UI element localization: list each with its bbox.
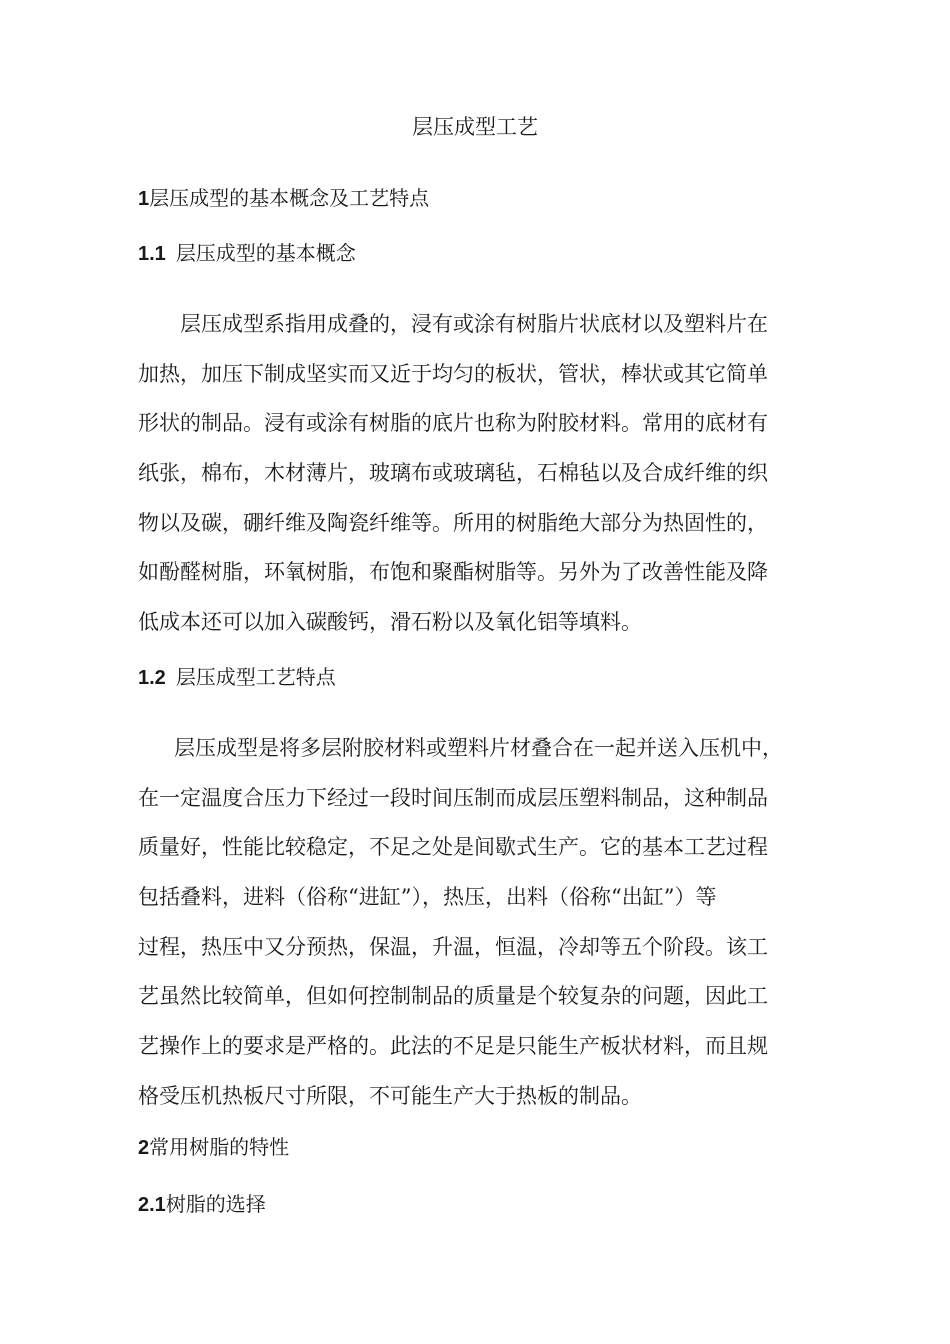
section-number: 2 [138,1137,150,1159]
paragraph-line: 艺操作上的要求是严格的。此法的不足是只能生产板状材料，而且规 [138,1034,768,1059]
paragraph-2 [138,733,818,1131]
section-title: 层压成型的基本概念 [175,241,356,265]
paragraph-line: 加热，加压下制成坚实而又近于均匀的板状，管状，棒状或其它简单 [138,361,768,386]
section-number: 2.1 [138,1194,166,1216]
section-title: 层压成型的基本概念及工艺特点 [149,186,430,210]
paragraph-line: 低成本还可以加入碳酸钙，滑石粉以及氧化铝等填料。 [138,610,642,635]
paragraph-1 [138,309,818,657]
paragraph-line: 层压成型系指用成叠的，浸有或涂有树脂片状底材以及塑料片在 [180,312,768,336]
paragraph-line: 形状的制品。浸有或涂有树脂的底片也称为附胶材料。常用的底材有 [138,411,768,436]
paragraph-line: 物以及碳，硼纤维及陶瓷纤维等。所用的树脂绝大部分为热固性的， [138,510,768,535]
paragraph-line: 过程，热压中又分预热，保温，升温，恒温，冷却等五个阶段。该工 [138,934,768,959]
section-title: 常用树脂的特性 [149,1135,290,1159]
paragraph-line: 在一定温度合压力下经过一段时间压制而成层压塑料制品，这种制品 [138,785,768,810]
section-number: 1 [138,188,150,210]
section-title: 层压成型工艺特点 [175,665,336,689]
document-title: 层压成型工艺 [412,115,538,139]
section-title: 树脂的选择 [165,1192,266,1216]
paragraph-line: 格受压机热板尺寸所限，不可能生产大于热板的制品。 [138,1083,642,1108]
section-number: 1.1 [138,243,166,265]
paragraph-line: 层压成型是将多层附胶材料或塑料片材叠合在一起并送入压机中， [174,736,783,760]
section-heading-2-1 [138,1189,266,1220]
section-heading-1-2 [138,662,336,693]
section-heading-2 [138,1132,289,1163]
paragraph-line: 艺虽然比较简单，但如何控制制品的质量是个较复杂的问题，因此工 [138,984,768,1009]
section-heading-1-1 [138,238,356,269]
paragraph-line: 包括叠料，进料（俗称“进缸”），热压，出料（俗称“出缸”）等 [138,885,717,910]
paragraph-line: 如酚醛树脂，环氧树脂，布饱和聚酯树脂等。另外为了改善性能及降 [138,560,768,585]
paragraph-line: 纸张，棉布，木材薄片，玻璃布或玻璃毡，石棉毡以及合成纤维的织 [138,461,768,486]
section-heading-1 [138,183,429,214]
paragraph-line: 质量好，性能比较稳定，不足之处是间歇式生产。它的基本工艺过程 [138,835,768,860]
section-number: 1.2 [138,667,166,689]
